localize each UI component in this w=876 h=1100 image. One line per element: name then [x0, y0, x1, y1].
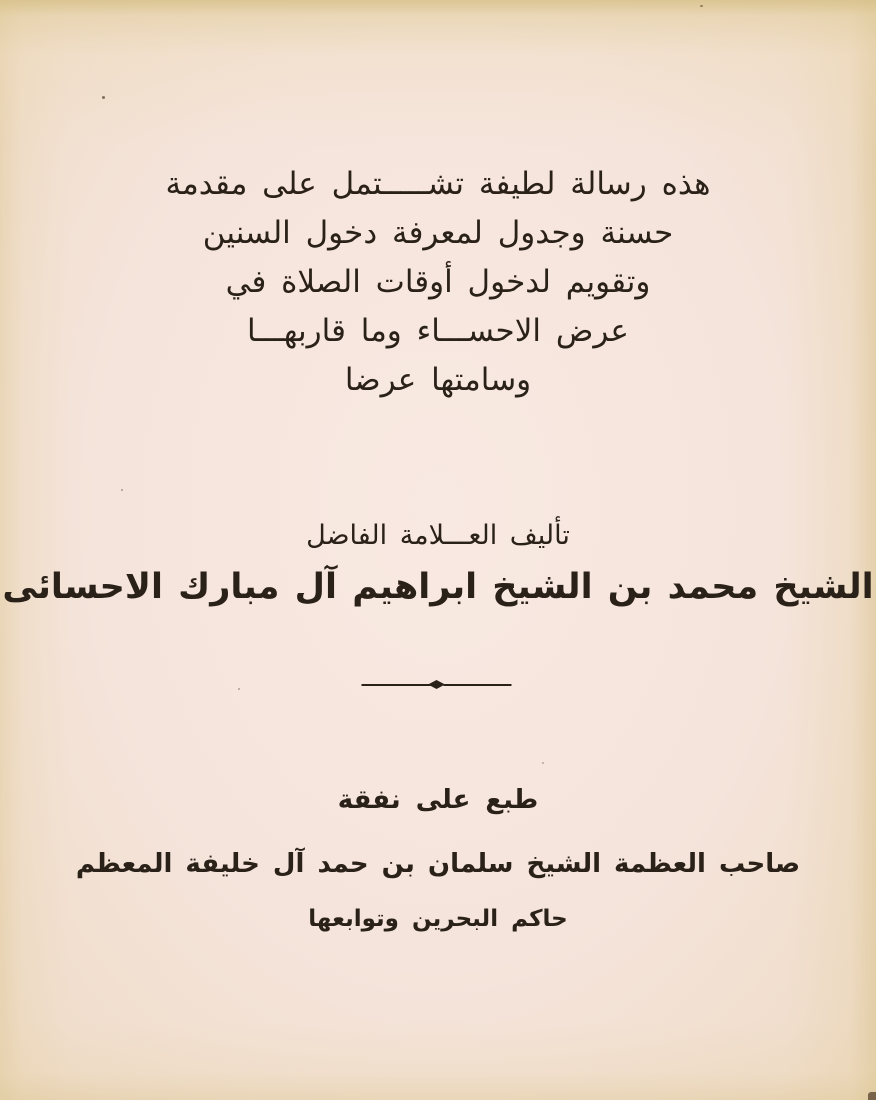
title-line-5: وسامتها عرضا — [344, 362, 532, 398]
divider-rule-left — [362, 684, 431, 686]
imprint-printed-at-expense: طبع على نفقة — [337, 785, 539, 815]
paper-speck — [121, 489, 123, 491]
paper-speck — [238, 688, 240, 690]
title-line-2: حسنة وجدول لمعرفة دخول السنين — [202, 215, 674, 251]
paper-speck — [102, 96, 105, 99]
author-name: الشيخ محمد بن الشيخ ابراهيم آل مبارك الاحسائى — [2, 567, 874, 607]
author-block — [0, 514, 876, 616]
lozenge-ornament-icon — [428, 680, 445, 689]
author-byline: تأليف العـــلامة الفاضل — [306, 520, 570, 551]
title-line-1: هذه رسالة لطيفة تشـــــتمل على مقدمة — [165, 166, 711, 202]
title-block — [0, 160, 876, 405]
ornament-divider — [362, 680, 512, 689]
title-line-4: عرض الاحســـاء وما قاربهـــا — [247, 313, 629, 349]
paper-speck — [700, 5, 703, 7]
imprint-patron-name: صاحب العظمة الشيخ سلمان بن حمد آل خليفة المعظم — [75, 849, 801, 879]
imprint-ruler-title: حاكم البحرين وتوابعها — [308, 906, 568, 932]
imprint-block — [0, 778, 876, 940]
paper-speck — [542, 762, 544, 764]
divider-rule-right — [443, 684, 512, 686]
title-line-3: وتقويم لدخول أوقات الصلاة في — [225, 264, 651, 300]
paper-speck — [868, 1092, 876, 1100]
